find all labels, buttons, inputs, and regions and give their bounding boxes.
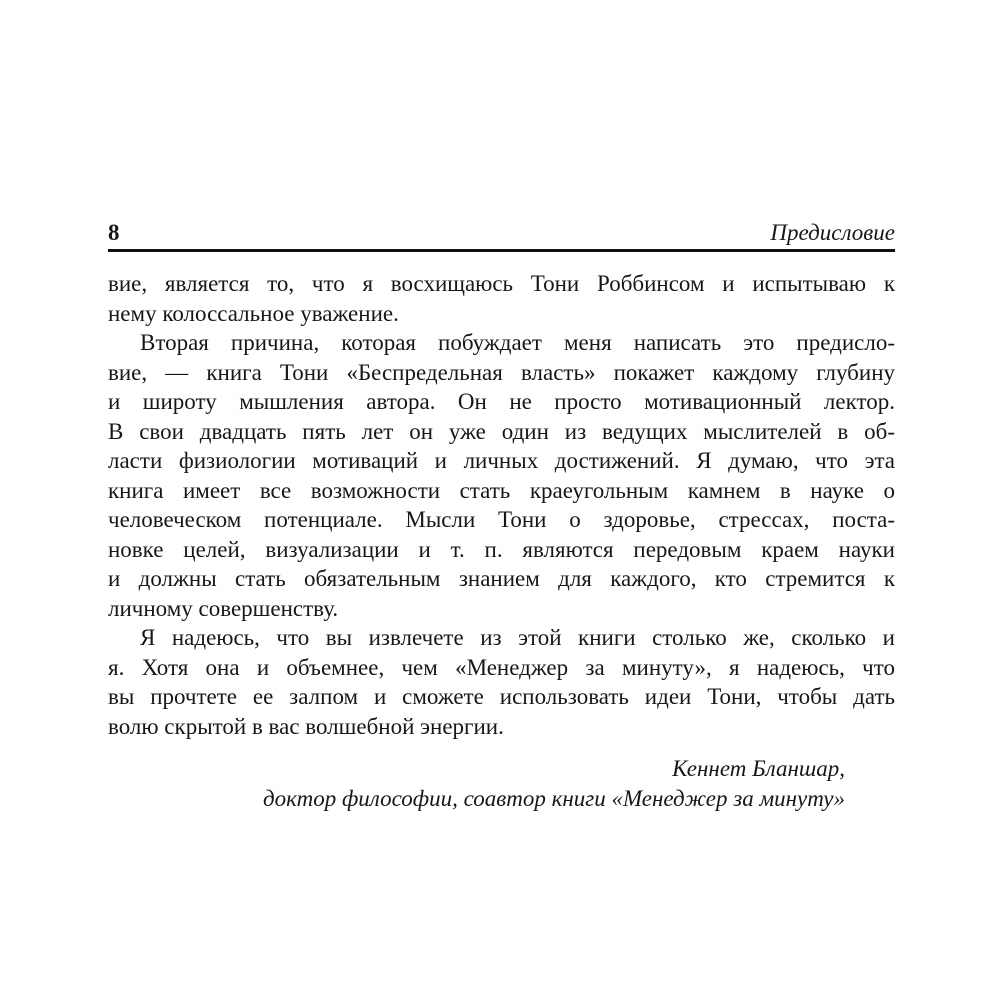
- text-line: и должны стать обязательным знанием для каждого, кто стремится к: [108, 566, 895, 591]
- text-line: Вторая причина, которая побуждает меня написать это предисло-: [140, 330, 895, 355]
- text-line: нему колоссальное уважение.: [108, 300, 399, 326]
- text-line: вие, является то, что я восхищаюсь Тони Роббинсом и испытываю к: [108, 271, 895, 296]
- text-line: человеческом потенциале. Мысли Тони о здоровье, стрессах, поста-: [108, 507, 895, 532]
- text-line: я. Хотя она и объемнее, чем «Менеджер за минуту», я надеюсь, что: [108, 654, 895, 680]
- signature-title: доктор философии, соавтор книги «Менеджер за минуту»: [263, 785, 845, 811]
- text-line: Я надеюсь, что вы извлечете из этой книги столько же, сколько и: [140, 625, 895, 650]
- text-line: новке целей, визуализации и т. п. являются передовым краем науки: [108, 536, 895, 562]
- text-line: волю скрытой в вас волшебной энергии.: [108, 713, 504, 739]
- header-title: Предисловие: [770, 220, 895, 245]
- signature-block: [108, 754, 895, 813]
- signature-name: Кеннет Бланшар,: [672, 756, 845, 781]
- running-header: [108, 221, 895, 252]
- text-line: ласти физиологии мотиваций и личных достижений. Я думаю, что эта: [108, 448, 895, 473]
- page-number: 8: [108, 220, 120, 245]
- text-line: и широту мышления автора. Он не просто мотивационный лектор.: [108, 389, 895, 414]
- body-text: [108, 269, 895, 741]
- text-line: В свои двадцать пять лет он уже один из ведущих мыслителей в об-: [108, 418, 895, 444]
- text-line: вие, — книга Тони «Беспредельная власть» покажет каждому глубину: [108, 359, 895, 385]
- text-line: вы прочтете ее залпом и сможете использовать идеи Тони, чтобы дать: [108, 684, 895, 709]
- text-line: книга имеет все возможности стать краеугольным камнем в науке о: [108, 477, 895, 503]
- text-line: личному совершенству.: [108, 595, 339, 621]
